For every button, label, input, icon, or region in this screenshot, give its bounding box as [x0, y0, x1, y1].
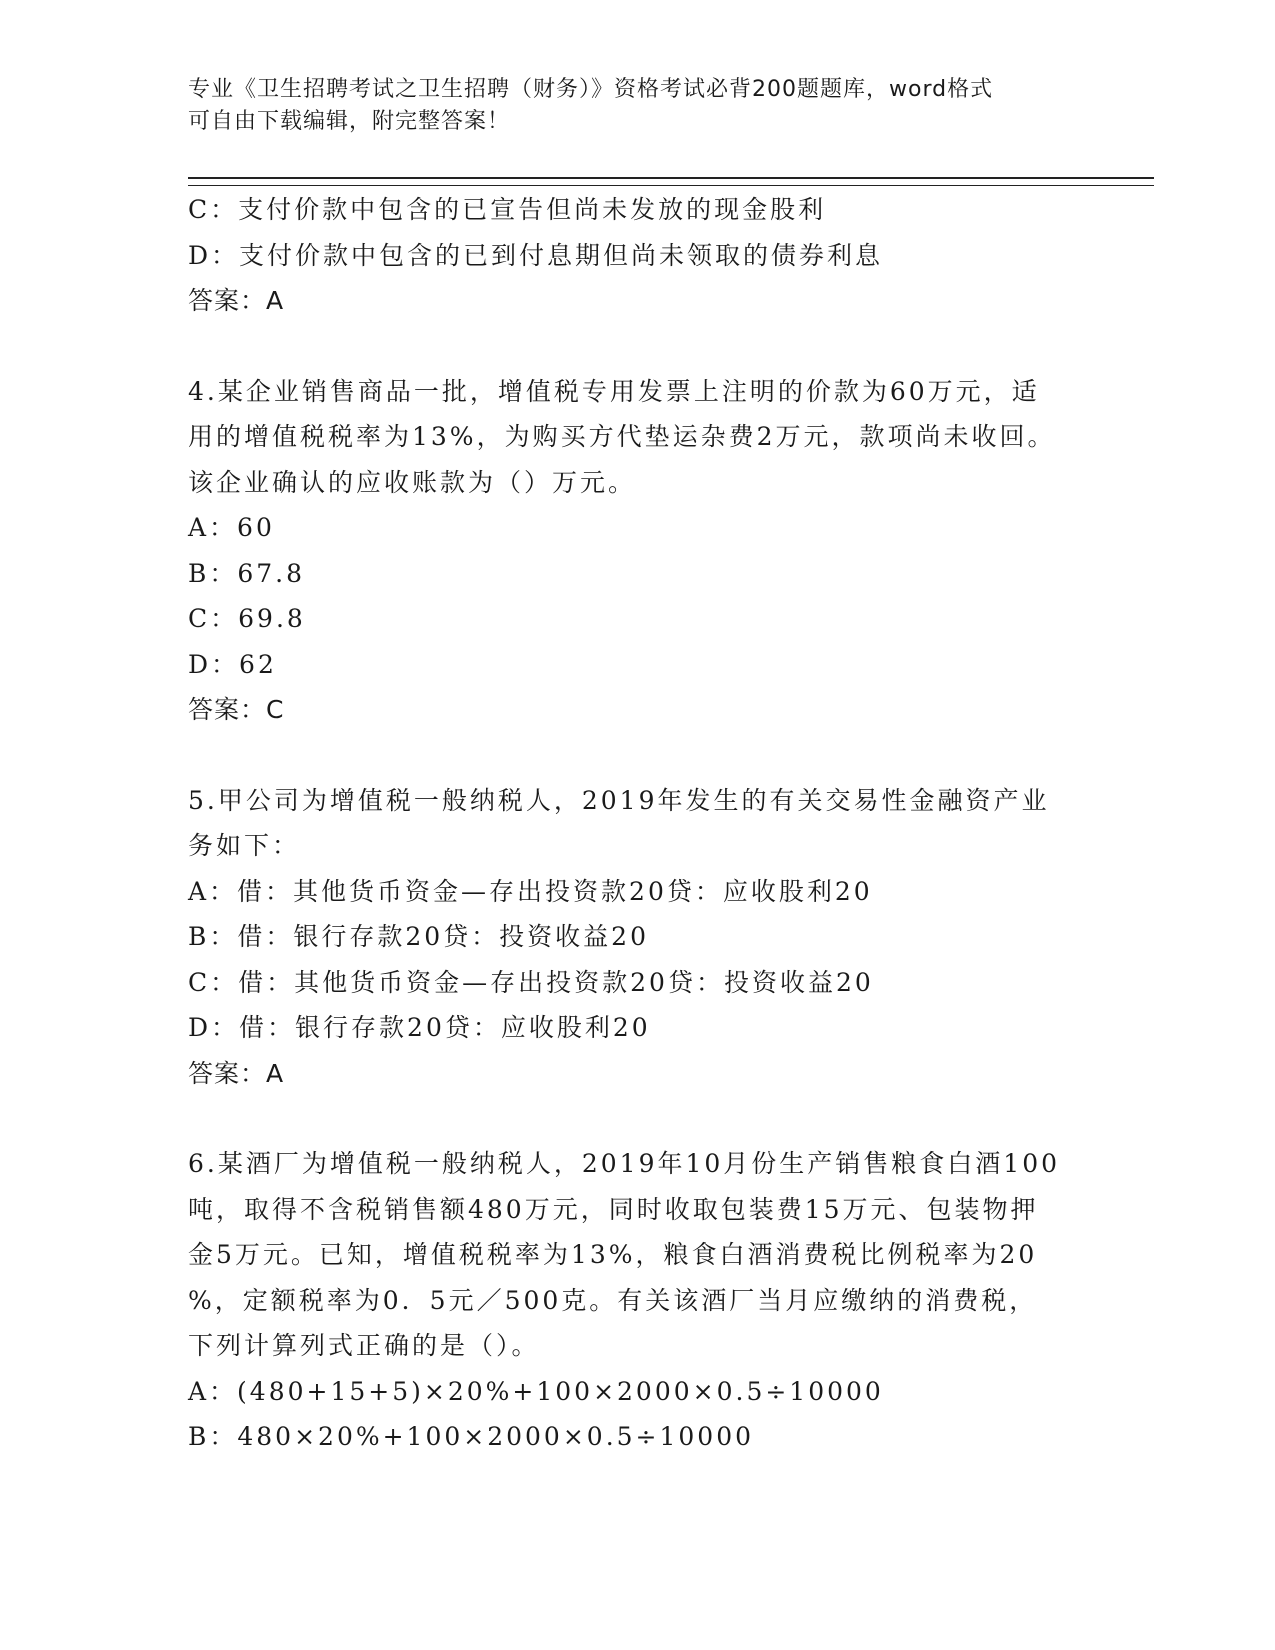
q3-option-c: C：支付价款中包含的已宣告但尚未发放的现金股利	[188, 195, 827, 224]
q4-option-b: B：67.8	[188, 558, 306, 588]
spacer	[188, 1096, 1088, 1141]
header-title-line-2: 可自由下载编辑，附完整答案！	[188, 109, 511, 134]
document-body	[188, 187, 1088, 1460]
question-4	[188, 369, 1088, 733]
q4-option-d: D：62	[188, 649, 277, 679]
q5-option-d: D：借：银行存款20贷：应收股利20	[188, 1013, 651, 1042]
q4-option-c: C：69.8	[188, 604, 306, 633]
q6-option-a: A：(480+15+5)×20%+100×2000×0.5÷10000	[188, 1376, 884, 1406]
question-3	[188, 187, 1088, 324]
q3-option-d: D：支付价款中包含的已到付息期但尚未领取的债券利息	[188, 240, 884, 270]
q6-option-b: B：480×20%+100×2000×0.5÷10000	[188, 1422, 755, 1451]
q4-stem-line-3: 该企业确认的应收账款为（）万元。	[188, 467, 637, 497]
q5-option-c: C：借：其他货币资金—存出投资款20贷：投资收益20	[188, 967, 874, 997]
q4-stem-line-1: 4.某企业销售商品一批，增值税专用发票上注明的价款为60万元，适	[188, 376, 1040, 406]
q4-option-a: A：60	[188, 513, 275, 542]
q5-answer: 答案：A	[188, 1058, 285, 1088]
header-title-line-1: 专业《卫生招聘考试之卫生招聘（财务）》资格考试必背200题题库，word格式	[188, 77, 994, 102]
q4-answer: 答案：C	[188, 695, 285, 724]
q6-stem-line-1: 6.某酒厂为增值税一般纳税人，2019年10月份生产销售粮食白酒100	[188, 1149, 1061, 1178]
q5-option-b: B：借：银行存款20贷：投资收益20	[188, 922, 649, 951]
q6-stem-line-5: 下列计算列式正确的是（）。	[188, 1331, 540, 1360]
spacer	[188, 733, 1088, 778]
q3-answer: 答案：A	[188, 286, 285, 315]
question-5	[188, 778, 1088, 1097]
q5-stem-line-1: 5.甲公司为增值税一般纳税人，2019年发生的有关交易性金融资产业	[188, 785, 1050, 815]
q6-stem-line-3: 金5万元。已知，增值税税率为13%，粮食白酒消费税比例税率为20	[188, 1240, 1038, 1269]
document-header	[188, 74, 1068, 138]
question-6	[188, 1141, 1088, 1460]
header-divider	[188, 177, 1154, 186]
q4-stem-line-2: 用的增值税税率为13%，为购买方代垫运杂费2万元，款项尚未收回。	[188, 422, 1056, 451]
spacer	[188, 324, 1088, 369]
q6-stem-line-2: 吨，取得不含税销售额480万元，同时收取包装费15万元、包装物押	[188, 1194, 1039, 1224]
q5-option-a: A：借：其他货币资金—存出投资款20贷：应收股利20	[188, 876, 873, 906]
q5-stem-line-2: 务如下：	[188, 831, 301, 860]
q6-stem-line-4: %，定额税率为0．5元／500克。有关该酒厂当月应缴纳的消费税，	[188, 1285, 1038, 1315]
